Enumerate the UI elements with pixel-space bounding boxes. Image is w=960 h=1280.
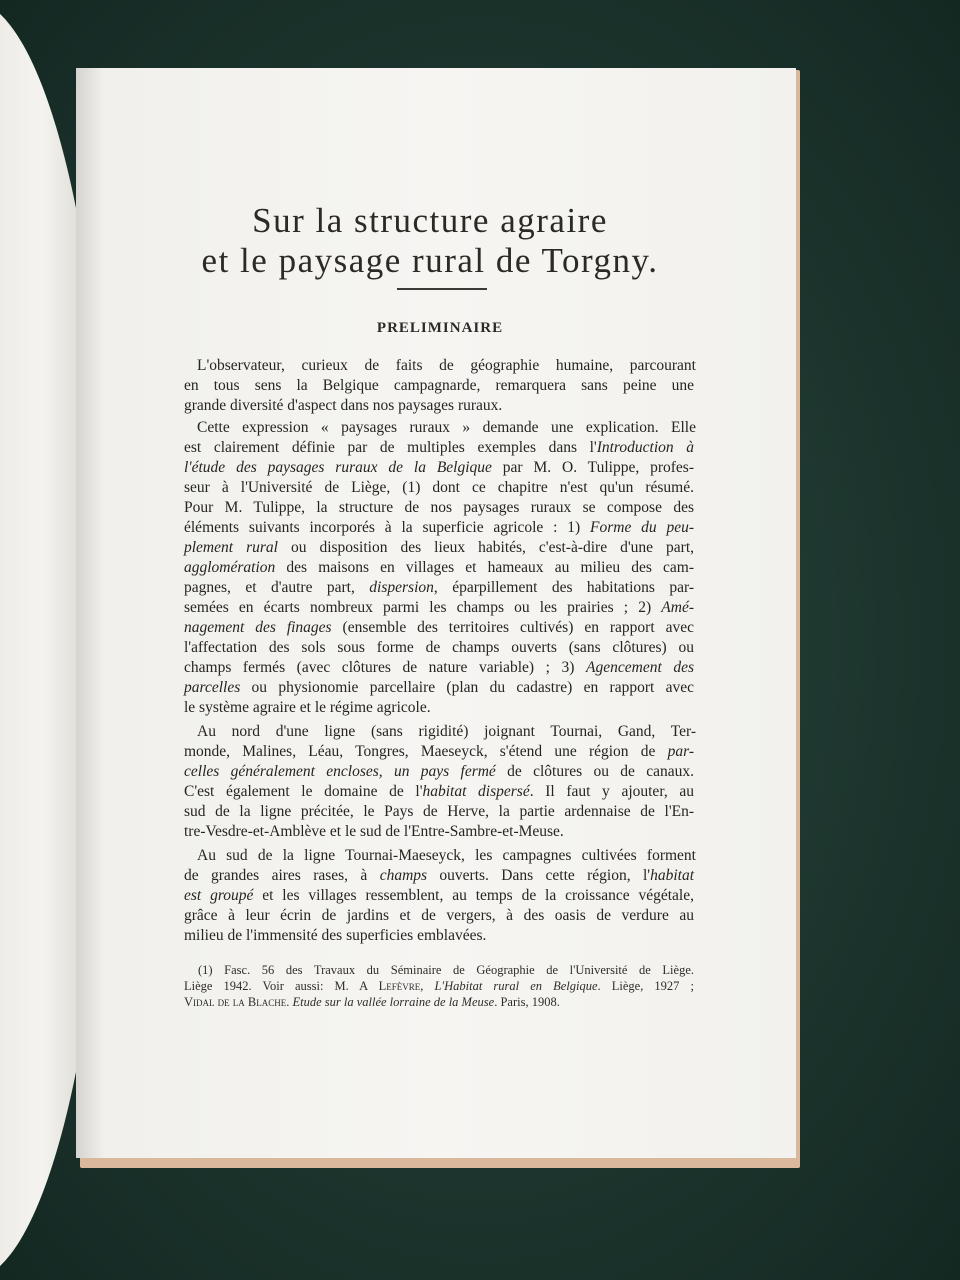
body-line: L'observateur, curieux de faits de géographie humaine, parcourant	[197, 357, 696, 374]
footnote-line	[184, 994, 694, 1010]
body-line: Cette expression « paysages ruraux » demande une explication. Elle	[197, 419, 696, 436]
text-span: . Il faut y ajouter, au	[529, 783, 694, 800]
body-line: grande diversité d'aspect dans nos paysages ruraux.	[184, 397, 503, 414]
footnote-line	[184, 978, 694, 994]
body-line	[184, 578, 694, 598]
text-span-italic: l'étude des paysages ruraux de la Belgique	[184, 459, 492, 476]
text-span: C'est également le domaine de l'	[184, 783, 423, 800]
text-span: par M. O. Tulippe, profes-	[491, 459, 694, 476]
text-span: éléments suivants incorporés à la superficie agricole : 1)	[184, 519, 590, 536]
text-span-italic: L'Habitat rural en Belgique	[434, 979, 598, 993]
body-line: sud de la ligne précitée, le Pays de Herve, la partie ardennaise de l'En-	[184, 803, 694, 820]
body-line: en tous sens la Belgique campagnarde, remarquera sans peine une	[184, 377, 694, 394]
body-line: Au sud de la ligne Tournai-Maeseyck, les campagnes cultivées forment	[197, 847, 696, 864]
text-span-italic: parcelles	[184, 679, 241, 696]
text-span-italic: dispersion	[369, 579, 434, 596]
section-heading: PRELIMINAIRE	[376, 320, 504, 336]
body-line	[184, 658, 694, 678]
text-span: de grandes aires rases, à	[184, 867, 380, 884]
text-span: est clairement définie par de multiples exemples dans l'	[184, 439, 597, 456]
body-line	[184, 886, 694, 906]
text-span-italic: Etude sur la vallée lorraine de la Meuse	[292, 995, 495, 1009]
text-span-italic: nagement des finages	[184, 619, 332, 636]
text-span: champs fermés (avec clôtures de nature variable) ; 3)	[184, 659, 587, 676]
text-span: ou physionomie parcellaire (plan du cadastre) en rapport avec	[240, 679, 694, 696]
body-line	[184, 678, 694, 698]
body-line: le système agraire et le régime agricole.	[184, 699, 431, 716]
text-span: semées en écarts nombreux parmi les champs ou les prairies ; 2)	[184, 599, 662, 616]
body-line: Pour M. Tulippe, la structure de nos paysages ruraux se compose des	[184, 499, 694, 516]
text-span-italic: agglomération	[184, 559, 276, 576]
text-span: ouverts. Dans cette région, l'	[427, 867, 651, 884]
body-line	[184, 762, 694, 782]
body-line: tre-Vesdre-et-Amblève et le sud de l'Entre-Sambre-et-Meuse.	[184, 823, 564, 840]
text-span-italic: plement rural	[184, 539, 278, 556]
title-rule	[397, 288, 487, 290]
text-span: . Liège, 1927 ;	[597, 979, 695, 993]
text-span: (ensemble des territoires cultivés) en rapport avec	[331, 619, 694, 636]
text-span-italic: par-	[667, 743, 694, 760]
body-line	[184, 518, 694, 538]
text-span: , éparpillement des habitations par-	[433, 579, 694, 596]
text-span: ,	[420, 979, 435, 993]
text-span-italic: champs	[379, 867, 428, 884]
text-span-italic: celles généralement encloses, un pays fermé	[184, 763, 496, 780]
body-line: milieu de l'immensité des superficies emblavées.	[184, 927, 487, 944]
author-name: Vidal de la Blache	[184, 995, 287, 1009]
text-span-italic: est groupé	[184, 887, 254, 904]
body-line	[184, 618, 694, 638]
body-line	[184, 538, 694, 558]
body-line	[184, 782, 694, 802]
title-line-1: Sur la structure agraire	[252, 201, 608, 240]
text-span-italic: Agencement des	[586, 659, 694, 676]
footnote-line: (1) Fasc. 56 des Travaux du Séminaire de Géographie de l'Université de Liège.	[198, 963, 694, 977]
text-span: monde, Malines, Léau, Tongres, Maeseyck, s'étend une région de	[184, 743, 668, 760]
text-span-italic: habitat	[650, 867, 694, 884]
text-span: des maisons en villages et hameaux au milieu des cam-	[275, 559, 694, 576]
text-span: .	[286, 995, 293, 1009]
body-line: Au nord d'une ligne (sans rigidité) joignant Tournai, Gand, Ter-	[197, 723, 696, 740]
text-span: . Paris, 1908.	[494, 995, 560, 1009]
body-line	[184, 458, 694, 478]
body-line: seur à l'Université de Liège, (1) dont ce chapitre n'est qu'un résumé.	[184, 479, 694, 496]
body-line	[184, 598, 694, 618]
body-line: l'affectation des sols sous forme de champs ouverts (sans clôtures) ou	[184, 639, 694, 656]
text-span: de clôtures ou de canaux.	[495, 763, 695, 780]
body-line	[184, 438, 694, 458]
body-line	[184, 558, 694, 578]
text-span: pagnes, et d'autre part,	[184, 579, 370, 596]
title-line-2: et le paysage rural de Torgny.	[201, 241, 659, 280]
text-span-italic: Forme du peu-	[590, 519, 695, 536]
author-name: Lefèvre	[378, 979, 421, 993]
body-line	[184, 742, 694, 762]
text-span: et les villages ressemblent, au temps de la croissance végétale,	[253, 887, 694, 904]
text-span: Liège 1942. Voir aussi: M. A	[184, 979, 379, 993]
text-span: ou disposition des lieux habités, c'est-à-dire d'une part,	[277, 539, 694, 556]
text-span-italic: habitat dispersé	[422, 783, 530, 800]
text-span-italic: Introduction à	[596, 439, 694, 456]
body-line	[184, 866, 694, 886]
text-span-italic: Amé-	[661, 599, 694, 616]
body-line: grâce à leur écrin de jardins et de vergers, à des oasis de verdure au	[184, 907, 694, 924]
